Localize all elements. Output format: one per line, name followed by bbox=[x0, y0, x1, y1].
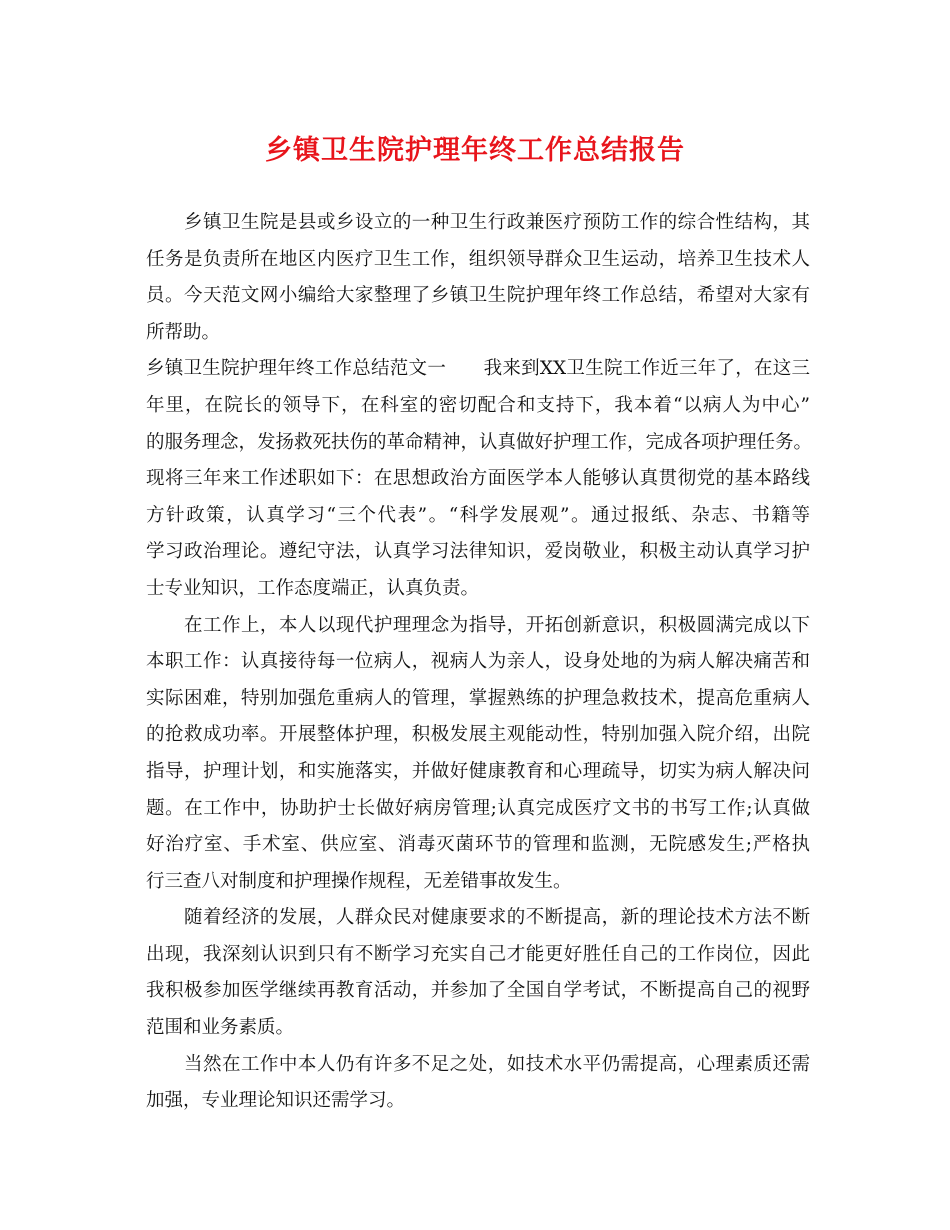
document-body bbox=[146, 205, 813, 1120]
paragraph-line: 本职工作：认真接待每一位病人，视病人为亲人，设身处地的为病人解决痛苦和 bbox=[146, 651, 810, 673]
paragraph-line: 乡镇卫生院护理年终工作总结范文一 我来到XX卫生院工作近三年了，在这三 bbox=[146, 358, 810, 380]
paragraph-line: 士专业知识，工作态度端正，认真负责。 bbox=[146, 577, 480, 599]
paragraph-line: 出现，我深刻认识到只有不断学习充实自己才能更好胜任自己的工作岗位，因此 bbox=[146, 943, 810, 965]
paragraph-line: 加强，专业理论知识还需学习。 bbox=[146, 1090, 406, 1112]
paragraph-line: 年里，在院长的领导下，在科室的密切配合和支持下，我本着“以病人为中心” bbox=[146, 394, 810, 416]
paragraph-line: 现将三年来工作述职如下：在思想政治方面医学本人能够认真贯彻党的基本路线 bbox=[146, 468, 810, 490]
paragraph-line: 行三查八对制度和护理操作规程，无差错事故发生。 bbox=[146, 870, 572, 892]
paragraph-line: 在工作上，本人以现代护理理念为指导，开拓创新意识，积极圆满完成以下 bbox=[184, 614, 810, 636]
paragraph-line: 当然在工作中本人仍有许多不足之处，如技术水平仍需提高，心理素质还需 bbox=[184, 1053, 810, 1075]
paragraph-line: 题。在工作中，协助护士长做好病房管理;认真完成医疗文书的书写工作;认真做 bbox=[146, 797, 810, 819]
paragraph-line: 方针政策，认真学习“三个代表”。“科学发展观”。通过报纸、杂志、书籍等 bbox=[146, 504, 810, 526]
paragraph-line: 好治疗室、手术室、供应室、消毒灭菌环节的管理和监测，无院感发生;严格执 bbox=[146, 834, 810, 856]
paragraph-line: 学习政治理论。遵纪守法，认真学习法律知识，爱岗敬业，积极主动认真学习护 bbox=[146, 541, 810, 563]
paragraph-line: 所帮助。 bbox=[146, 321, 221, 343]
document-title: 乡镇卫生院护理年终工作总结报告 bbox=[265, 135, 685, 166]
paragraph-line: 乡镇卫生院是县或乡设立的一种卫生行政兼医疗预防工作的综合性结构，其 bbox=[184, 212, 810, 233]
paragraph-line: 的服务理念，发扬救死扶伤的革命精神，认真做好护理工作，完成各项护理任务。 bbox=[146, 431, 813, 453]
paragraph-line: 任务是负责所在地区内医疗卫生工作，组织领导群众卫生运动，培养卫生技术人 bbox=[146, 248, 810, 270]
paragraph-line: 随着经济的发展，人群众民对健康要求的不断提高，新的理论技术方法不断 bbox=[184, 907, 810, 929]
paragraph-line: 我积极参加医学继续再教育活动，并参加了全国自学考试，不断提高自己的视野 bbox=[146, 980, 810, 1002]
paragraph-line: 的抢救成功率。开展整体护理，积极发展主观能动性，特别加强入院介绍，出院 bbox=[146, 724, 810, 746]
paragraph-line: 实际困难，特别加强危重病人的管理，掌握熟练的护理急救技术，提高危重病人 bbox=[146, 687, 810, 709]
paragraph-line: 员。今天范文网小编给大家整理了乡镇卫生院护理年终工作总结，希望对大家有 bbox=[146, 285, 810, 307]
paragraph-line: 指导，护理计划，和实施落实，并做好健康教育和心理疏导，切实为病人解决问 bbox=[146, 760, 810, 782]
paragraph-line: 范围和业务素质。 bbox=[146, 1017, 295, 1039]
